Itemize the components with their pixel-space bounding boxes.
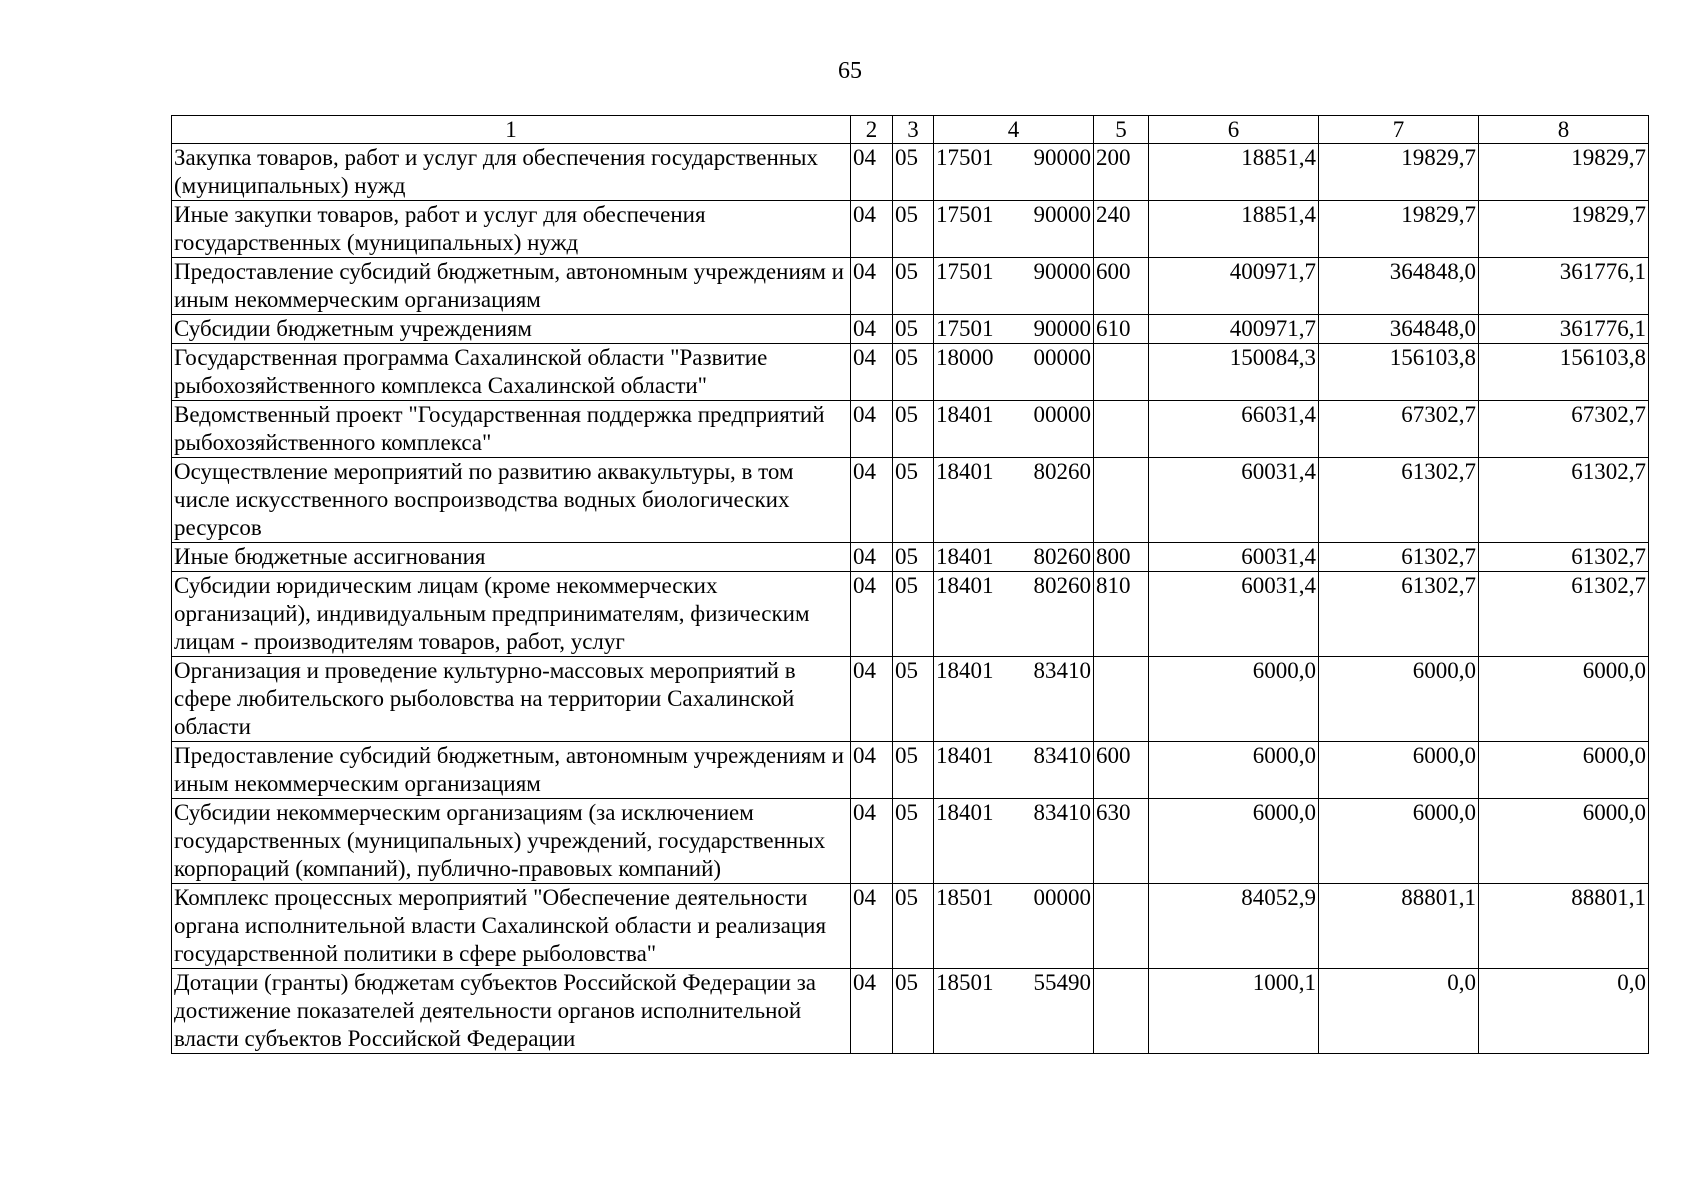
header-col-1: 1 bbox=[172, 116, 851, 144]
amount-col-7: 19829,7 bbox=[1319, 144, 1479, 201]
amount-col-7: 364848,0 bbox=[1319, 315, 1479, 344]
table-row bbox=[172, 344, 1649, 401]
row-name: Субсидии бюджетным учреждениям bbox=[172, 315, 851, 344]
amount-col-7: 0,0 bbox=[1319, 969, 1479, 1054]
section-code: 04 bbox=[851, 884, 893, 969]
row-name: Государственная программа Сахалинской области "Развитие рыбохозяйственного комплекса Сахалинской области" bbox=[172, 344, 851, 401]
table-row bbox=[172, 969, 1649, 1054]
amount-col-8: 0,0 bbox=[1479, 969, 1649, 1054]
expense-type-code bbox=[1094, 657, 1149, 742]
amount-col-8: 6000,0 bbox=[1479, 657, 1649, 742]
amount-col-6: 6000,0 bbox=[1149, 799, 1319, 884]
page-number: 65 bbox=[838, 58, 862, 84]
amount-col-7: 156103,8 bbox=[1319, 344, 1479, 401]
section-code: 04 bbox=[851, 315, 893, 344]
amount-col-8: 19829,7 bbox=[1479, 201, 1649, 258]
header-col-5: 5 bbox=[1094, 116, 1149, 144]
amount-col-7: 364848,0 bbox=[1319, 258, 1479, 315]
amount-col-7: 61302,7 bbox=[1319, 543, 1479, 572]
target-article-direction: 83410 bbox=[1014, 742, 1094, 799]
row-name: Иные закупки товаров, работ и услуг для обеспечения государственных (муниципальных) нужд bbox=[172, 201, 851, 258]
amount-col-6: 1000,1 bbox=[1149, 969, 1319, 1054]
expense-type-code bbox=[1094, 884, 1149, 969]
subsection-code: 05 bbox=[893, 884, 934, 969]
amount-col-6: 400971,7 bbox=[1149, 315, 1319, 344]
row-name: Субсидии некоммерческим организациям (за исключением государственных (муниципальных) учреждений, государственных корпораций (компаний), публично-правовых компаний) bbox=[172, 799, 851, 884]
target-article-direction: 80260 bbox=[1014, 572, 1094, 657]
table-row bbox=[172, 742, 1649, 799]
expense-type-code: 600 bbox=[1094, 258, 1149, 315]
section-code: 04 bbox=[851, 258, 893, 315]
section-code: 04 bbox=[851, 543, 893, 572]
section-code: 04 bbox=[851, 401, 893, 458]
subsection-code: 05 bbox=[893, 799, 934, 884]
subsection-code: 05 bbox=[893, 258, 934, 315]
subsection-code: 05 bbox=[893, 201, 934, 258]
table-row bbox=[172, 884, 1649, 969]
table-row bbox=[172, 258, 1649, 315]
target-article-program: 18401 bbox=[934, 657, 1014, 742]
section-code: 04 bbox=[851, 799, 893, 884]
subsection-code: 05 bbox=[893, 344, 934, 401]
subsection-code: 05 bbox=[893, 742, 934, 799]
amount-col-7: 61302,7 bbox=[1319, 458, 1479, 543]
target-article-program: 17501 bbox=[934, 315, 1014, 344]
row-name: Организация и проведение культурно-массовых мероприятий в сфере любительского рыболовства на территории Сахалинской области bbox=[172, 657, 851, 742]
target-article-direction: 00000 bbox=[1014, 344, 1094, 401]
target-article-direction: 90000 bbox=[1014, 201, 1094, 258]
amount-col-7: 6000,0 bbox=[1319, 742, 1479, 799]
subsection-code: 05 bbox=[893, 458, 934, 543]
target-article-direction: 90000 bbox=[1014, 144, 1094, 201]
target-article-program: 17501 bbox=[934, 201, 1014, 258]
amount-col-7: 61302,7 bbox=[1319, 572, 1479, 657]
table-row bbox=[172, 315, 1649, 344]
target-article-direction: 83410 bbox=[1014, 799, 1094, 884]
header-col-8: 8 bbox=[1479, 116, 1649, 144]
table-row bbox=[172, 144, 1649, 201]
target-article-direction: 00000 bbox=[1014, 401, 1094, 458]
expense-type-code: 610 bbox=[1094, 315, 1149, 344]
amount-col-6: 60031,4 bbox=[1149, 543, 1319, 572]
target-article-program: 17501 bbox=[934, 258, 1014, 315]
amount-col-8: 6000,0 bbox=[1479, 742, 1649, 799]
target-article-program: 18401 bbox=[934, 572, 1014, 657]
row-name: Предоставление субсидий бюджетным, автономным учреждениям и иным некоммерческим организациям bbox=[172, 742, 851, 799]
subsection-code: 05 bbox=[893, 969, 934, 1054]
target-article-direction: 90000 bbox=[1014, 315, 1094, 344]
section-code: 04 bbox=[851, 344, 893, 401]
amount-col-6: 6000,0 bbox=[1149, 742, 1319, 799]
row-name: Осуществление мероприятий по развитию аквакультуры, в том числе искусственного воспроизводства водных биологических ресурсов bbox=[172, 458, 851, 543]
target-article-program: 18401 bbox=[934, 458, 1014, 543]
header-col-6: 6 bbox=[1149, 116, 1319, 144]
amount-col-6: 6000,0 bbox=[1149, 657, 1319, 742]
table-row bbox=[172, 201, 1649, 258]
amount-col-7: 19829,7 bbox=[1319, 201, 1479, 258]
section-code: 04 bbox=[851, 969, 893, 1054]
header-col-3: 3 bbox=[893, 116, 934, 144]
target-article-direction: 80260 bbox=[1014, 458, 1094, 543]
subsection-code: 05 bbox=[893, 315, 934, 344]
section-code: 04 bbox=[851, 572, 893, 657]
expense-type-code bbox=[1094, 458, 1149, 543]
expense-type-code bbox=[1094, 401, 1149, 458]
amount-col-6: 18851,4 bbox=[1149, 201, 1319, 258]
subsection-code: 05 bbox=[893, 543, 934, 572]
section-code: 04 bbox=[851, 144, 893, 201]
target-article-program: 18501 bbox=[934, 969, 1014, 1054]
expense-type-code: 200 bbox=[1094, 144, 1149, 201]
target-article-program: 18401 bbox=[934, 742, 1014, 799]
amount-col-6: 66031,4 bbox=[1149, 401, 1319, 458]
amount-col-7: 6000,0 bbox=[1319, 657, 1479, 742]
amount-col-8: 61302,7 bbox=[1479, 543, 1649, 572]
amount-col-6: 18851,4 bbox=[1149, 144, 1319, 201]
row-name: Дотации (гранты) бюджетам субъектов Российской Федерации за достижение показателей деятельности органов исполнительной власти субъектов Российской Федерации bbox=[172, 969, 851, 1054]
header-col-7: 7 bbox=[1319, 116, 1479, 144]
amount-col-6: 84052,9 bbox=[1149, 884, 1319, 969]
amount-col-8: 88801,1 bbox=[1479, 884, 1649, 969]
amount-col-8: 61302,7 bbox=[1479, 572, 1649, 657]
table-row bbox=[172, 543, 1649, 572]
target-article-program: 18401 bbox=[934, 543, 1014, 572]
target-article-program: 18401 bbox=[934, 799, 1014, 884]
table-row bbox=[172, 401, 1649, 458]
subsection-code: 05 bbox=[893, 657, 934, 742]
target-article-direction: 80260 bbox=[1014, 543, 1094, 572]
row-name: Закупка товаров, работ и услуг для обеспечения государственных (муниципальных) нужд bbox=[172, 144, 851, 201]
table-row bbox=[172, 657, 1649, 742]
target-article-program: 18401 bbox=[934, 401, 1014, 458]
amount-col-6: 60031,4 bbox=[1149, 458, 1319, 543]
amount-col-8: 6000,0 bbox=[1479, 799, 1649, 884]
expense-type-code: 800 bbox=[1094, 543, 1149, 572]
table-row bbox=[172, 799, 1649, 884]
expense-type-code bbox=[1094, 969, 1149, 1054]
subsection-code: 05 bbox=[893, 572, 934, 657]
subsection-code: 05 bbox=[893, 401, 934, 458]
header-row bbox=[172, 116, 1649, 144]
section-code: 04 bbox=[851, 458, 893, 543]
amount-col-6: 400971,7 bbox=[1149, 258, 1319, 315]
section-code: 04 bbox=[851, 742, 893, 799]
target-article-program: 18000 bbox=[934, 344, 1014, 401]
expense-type-code: 630 bbox=[1094, 799, 1149, 884]
target-article-program: 17501 bbox=[934, 144, 1014, 201]
target-article-direction: 00000 bbox=[1014, 884, 1094, 969]
amount-col-8: 61302,7 bbox=[1479, 458, 1649, 543]
expense-type-code: 600 bbox=[1094, 742, 1149, 799]
amount-col-6: 150084,3 bbox=[1149, 344, 1319, 401]
table-row bbox=[172, 572, 1649, 657]
amount-col-6: 60031,4 bbox=[1149, 572, 1319, 657]
section-code: 04 bbox=[851, 657, 893, 742]
target-article-program: 18501 bbox=[934, 884, 1014, 969]
amount-col-7: 67302,7 bbox=[1319, 401, 1479, 458]
target-article-direction: 83410 bbox=[1014, 657, 1094, 742]
subsection-code: 05 bbox=[893, 144, 934, 201]
budget-table bbox=[171, 115, 1649, 1054]
row-name: Субсидии юридическим лицам (кроме некоммерческих организаций), индивидуальным предпринимателям, физическим лицам - производителям товаров, работ, услуг bbox=[172, 572, 851, 657]
header-col-2: 2 bbox=[851, 116, 893, 144]
amount-col-7: 6000,0 bbox=[1319, 799, 1479, 884]
amount-col-7: 88801,1 bbox=[1319, 884, 1479, 969]
amount-col-8: 156103,8 bbox=[1479, 344, 1649, 401]
header-col-4: 4 bbox=[934, 116, 1094, 144]
amount-col-8: 19829,7 bbox=[1479, 144, 1649, 201]
expense-type-code bbox=[1094, 344, 1149, 401]
amount-col-8: 361776,1 bbox=[1479, 258, 1649, 315]
target-article-direction: 90000 bbox=[1014, 258, 1094, 315]
table-row bbox=[172, 458, 1649, 543]
amount-col-8: 67302,7 bbox=[1479, 401, 1649, 458]
row-name: Иные бюджетные ассигнования bbox=[172, 543, 851, 572]
expense-type-code: 240 bbox=[1094, 201, 1149, 258]
target-article-direction: 55490 bbox=[1014, 969, 1094, 1054]
row-name: Комплекс процессных мероприятий "Обеспечение деятельности органа исполнительной власти Сахалинской области и реализация государственной политики в сфере рыболовства" bbox=[172, 884, 851, 969]
expense-type-code: 810 bbox=[1094, 572, 1149, 657]
amount-col-8: 361776,1 bbox=[1479, 315, 1649, 344]
row-name: Ведомственный проект "Государственная поддержка предприятий рыбохозяйственного комплекса" bbox=[172, 401, 851, 458]
section-code: 04 bbox=[851, 201, 893, 258]
row-name: Предоставление субсидий бюджетным, автономным учреждениям и иным некоммерческим организациям bbox=[172, 258, 851, 315]
